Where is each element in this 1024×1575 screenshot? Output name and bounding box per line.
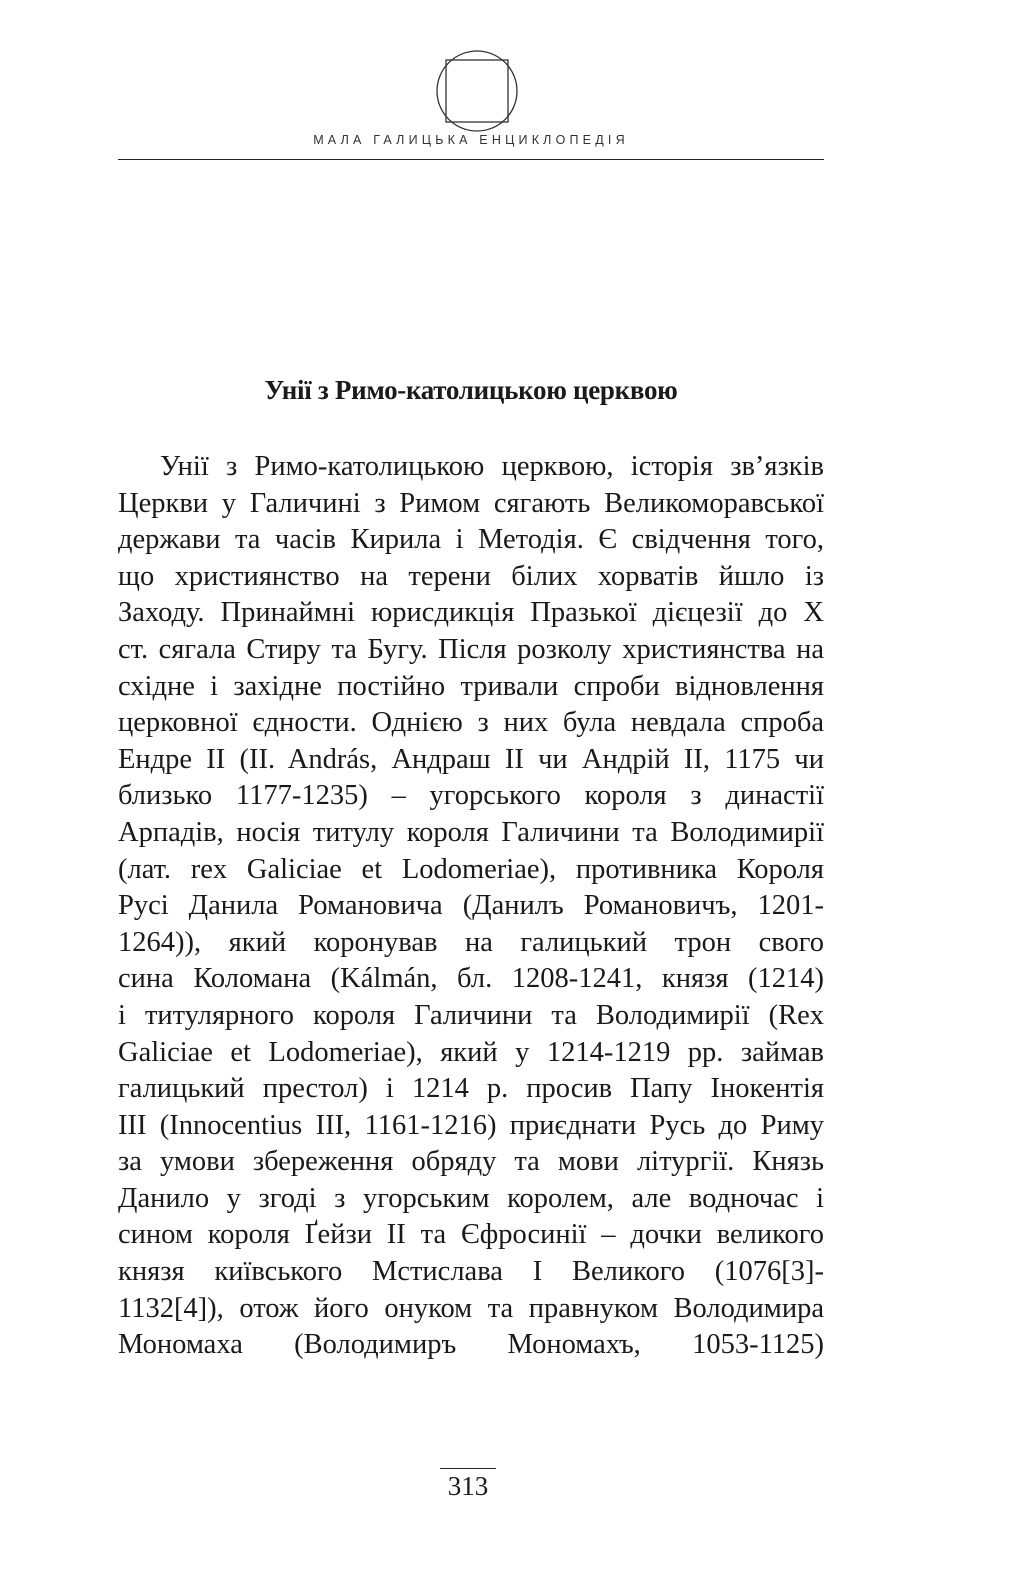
text-line: церковної єдности. Однією з них була невдала спроба [118,707,824,739]
text-line: Церкви у Галичині з Римом сягають Великоморавської [118,487,824,519]
text-line: сином короля Ґейзи II та Єфросинії – дочки великого [118,1219,824,1251]
page-number: 313 [440,1468,496,1502]
text-line: і титулярного короля Галичини та Володимирії (Rex [118,999,824,1031]
text-line: Ендре II (II. András, Андраш II чи Андрій II, 1175 чи [118,743,824,775]
running-head: МАЛА ГАЛИЦЬКА ЕНЦИКЛОПЕДІЯ [313,133,629,147]
text-line: 1264)), який коронував на галицький трон свого [118,926,824,958]
text-line: (лат. rex Galiciae et Lodomeriae), противника Короля [118,853,824,885]
text-line: Мономаха (Володимиръ Мономахъ, 1053-1125) [118,1329,824,1361]
article-title: Унії з Римо-католицькою церквою [264,375,678,405]
article-body [118,449,824,1364]
text-line: Русі Данила Романовича (Данилъ Романовичъ, 1201- [118,890,824,922]
text-line: 1132[4]), отож його онуком та правнуком Володимира [118,1292,824,1324]
text-line: що християнство на терени білих хорватів йшло із [118,560,824,592]
text-line: сина Коломана (Kálmán, бл. 1208-1241, князя (1214) [118,963,824,995]
text-line: Заходу. Принаймні юрисдикція Празької дієцезії до X [118,597,824,629]
text-line: князя київського Мстислава I Великого (1076[3]- [118,1256,824,1288]
text-line: Galiciae et Lodomeriae), який у 1214-1219 рр. займав [118,1036,824,1068]
text-line: Арпадів, носія титулу короля Галичини та Володимирії [118,816,824,848]
encyclopedia-logo-icon [434,48,520,134]
text-line: близько 1177-1235) – угорського короля з династії [118,780,824,812]
text-line: Унії з Римо-католицькою церквою, історія зв’язків [160,451,824,482]
header-rule [118,159,824,160]
text-line: держави та часів Кирила і Методія. Є свідчення того, [118,524,824,556]
text-line: Данило у згоді з угорським королем, але водночас і [118,1182,824,1214]
text-line: за умови збереження обряду та мови літургії. Князь [118,1146,824,1178]
text-line: східне і західне постійно тривали спроби відновлення [118,670,824,702]
text-line: галицький престол) і 1214 р. просив Папу Інокентія [118,1073,824,1105]
text-line: ст. сягала Стиру та Бугу. Після розколу християнства на [118,633,824,665]
text-line: III (Innocentius III, 1161-1216) приєднати Русь до Риму [118,1109,824,1141]
